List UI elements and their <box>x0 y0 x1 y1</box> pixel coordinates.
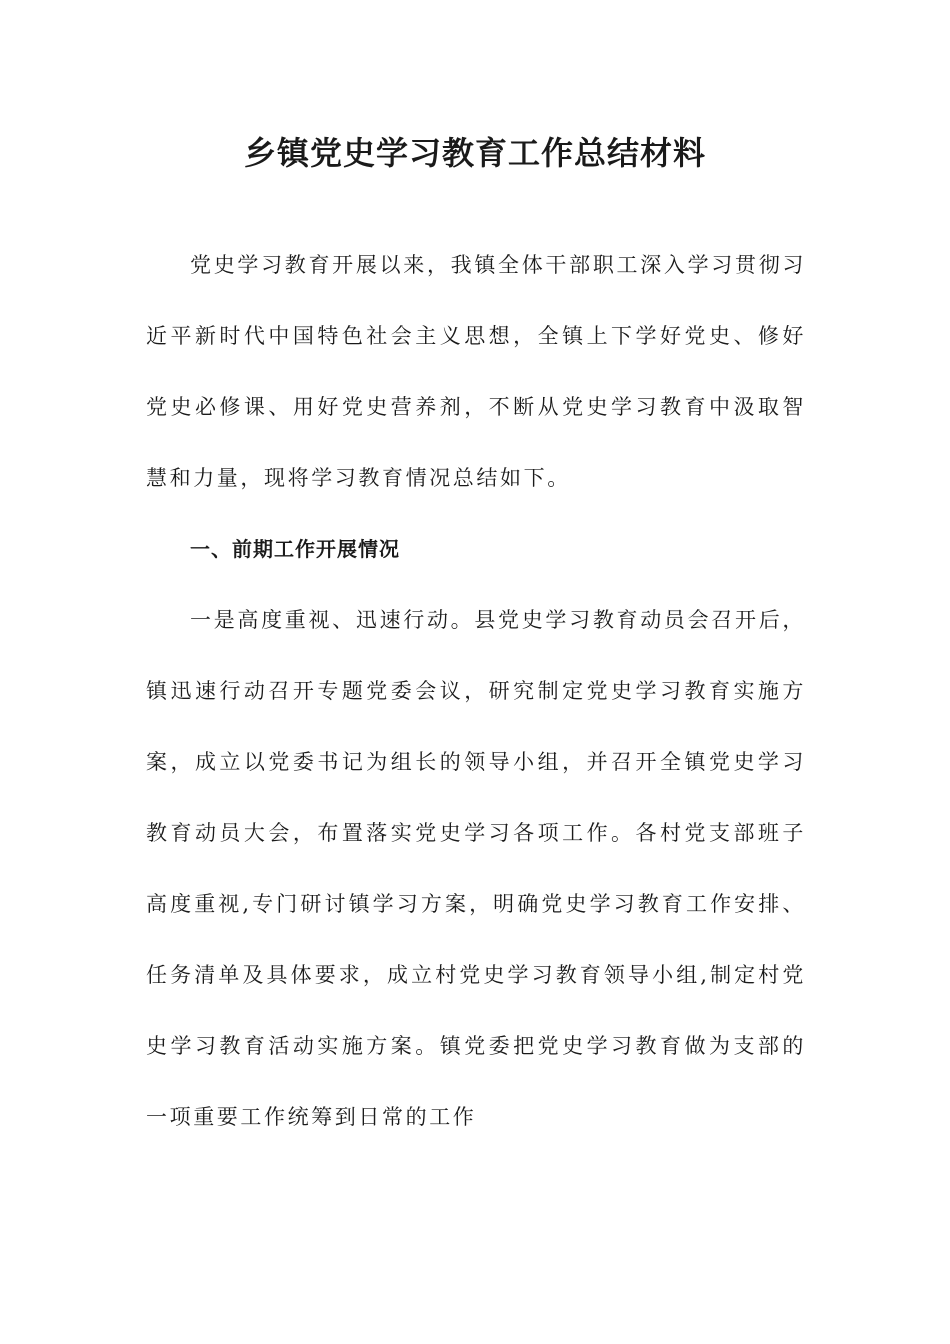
document-title: 乡镇党史学习教育工作总结材料 <box>243 134 706 172</box>
intro-paragraph: 党史学习教育开展以来，我镇全体干部职工深入学习贯彻习近平新时代中国特色社会主义思想，全镇上下学好党史、修好党史必修课、用好党史营养剂，不断从党史学习教育中汲取智慧和力量，现将学习教育情况总结如下。 <box>146 253 806 490</box>
document-body <box>146 230 806 1153</box>
section-heading: 一、前期工作开展情况 <box>190 537 400 561</box>
section-paragraph: 一是高度重视、迅速行动。县党史学习教育动员会召开后，镇迅速行动召开专题党委会议，研究制定党史学习教育实施方案，成立以党委书记为组长的领导小组，并召开全镇党史学习教育动员大会，布置落实党史学习各项工作。各村党支部班子高度重视,专门研讨镇学习方案，明确党史学习教育工作安排、任务清单及具体要求，成立村党史学习教育领导小组,制定村党史学习教育活动实施方案。镇党委把党史学习教育做为支部的一项重要工作统筹到日常的工作 <box>146 608 806 1129</box>
